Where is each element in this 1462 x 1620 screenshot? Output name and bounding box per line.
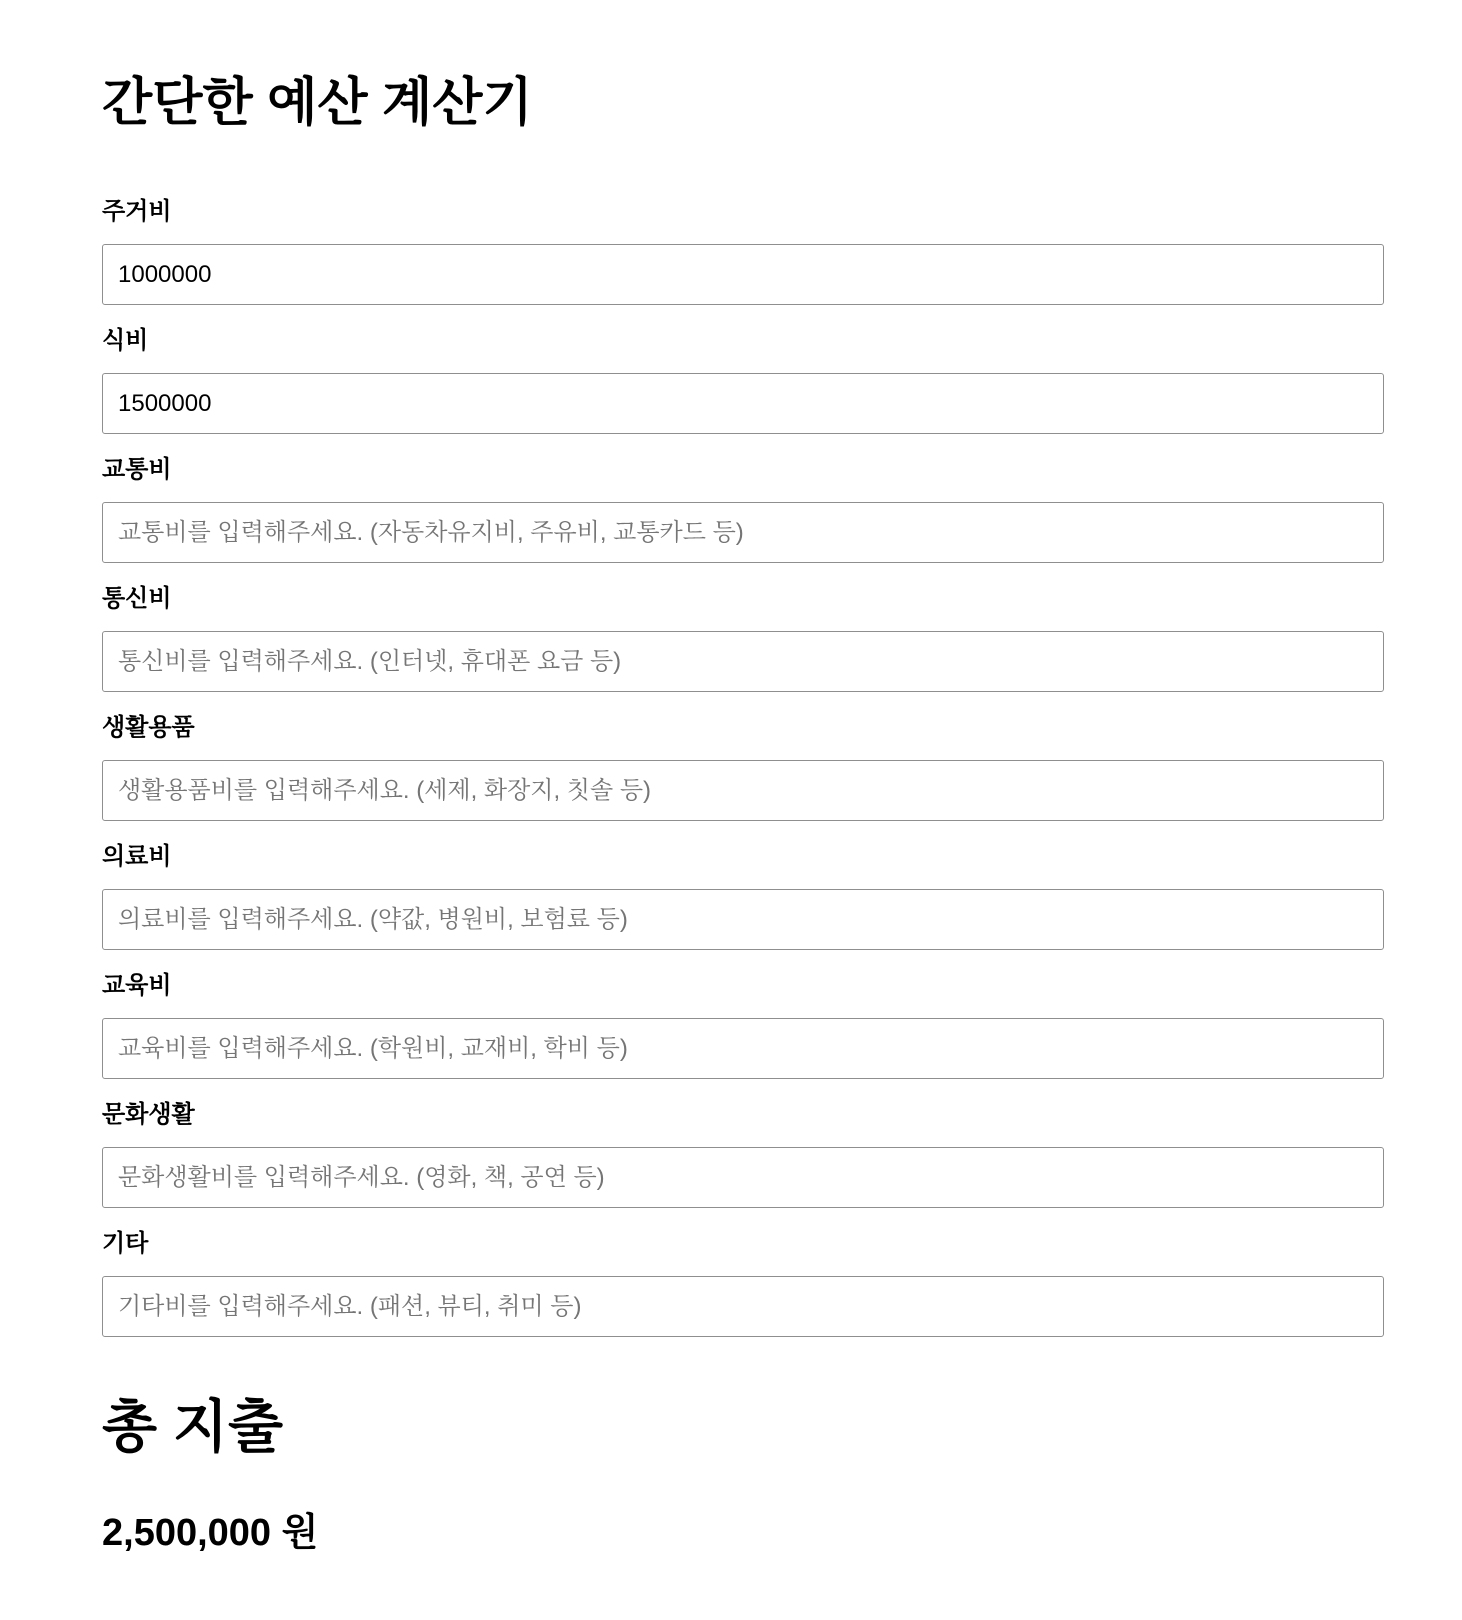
field-other — [102, 1229, 1384, 1259]
field-household — [102, 713, 1384, 743]
culture-input[interactable] — [102, 1147, 1384, 1208]
field-housing — [102, 197, 1384, 227]
transport-input[interactable] — [102, 502, 1384, 563]
food-label: 식비 — [102, 327, 149, 354]
field-culture — [102, 1100, 1384, 1130]
culture-label: 문화생활 — [102, 1101, 195, 1128]
total-heading: 총 지출 — [102, 1395, 284, 1459]
field-food — [102, 326, 1384, 356]
field-transport — [102, 455, 1384, 485]
housing-label: 주거비 — [102, 198, 172, 225]
total-value: 2,500,000 원 — [102, 1512, 319, 1554]
telecom-label: 통신비 — [102, 585, 172, 612]
field-medical — [102, 842, 1384, 872]
food-input[interactable] — [102, 373, 1384, 434]
other-input[interactable] — [102, 1276, 1384, 1337]
medical-label: 의료비 — [102, 843, 172, 870]
medical-input[interactable] — [102, 889, 1384, 950]
household-label: 생활용품 — [102, 714, 195, 741]
transport-label: 교통비 — [102, 456, 172, 483]
other-label: 기타 — [102, 1230, 149, 1257]
housing-input[interactable] — [102, 244, 1384, 305]
education-input[interactable] — [102, 1018, 1384, 1079]
education-label: 교육비 — [102, 972, 172, 999]
telecom-input[interactable] — [102, 631, 1384, 692]
household-input[interactable] — [102, 760, 1384, 821]
field-education — [102, 971, 1384, 1001]
field-telecom — [102, 584, 1384, 614]
page-title: 간단한 예산 계산기 — [102, 74, 533, 132]
